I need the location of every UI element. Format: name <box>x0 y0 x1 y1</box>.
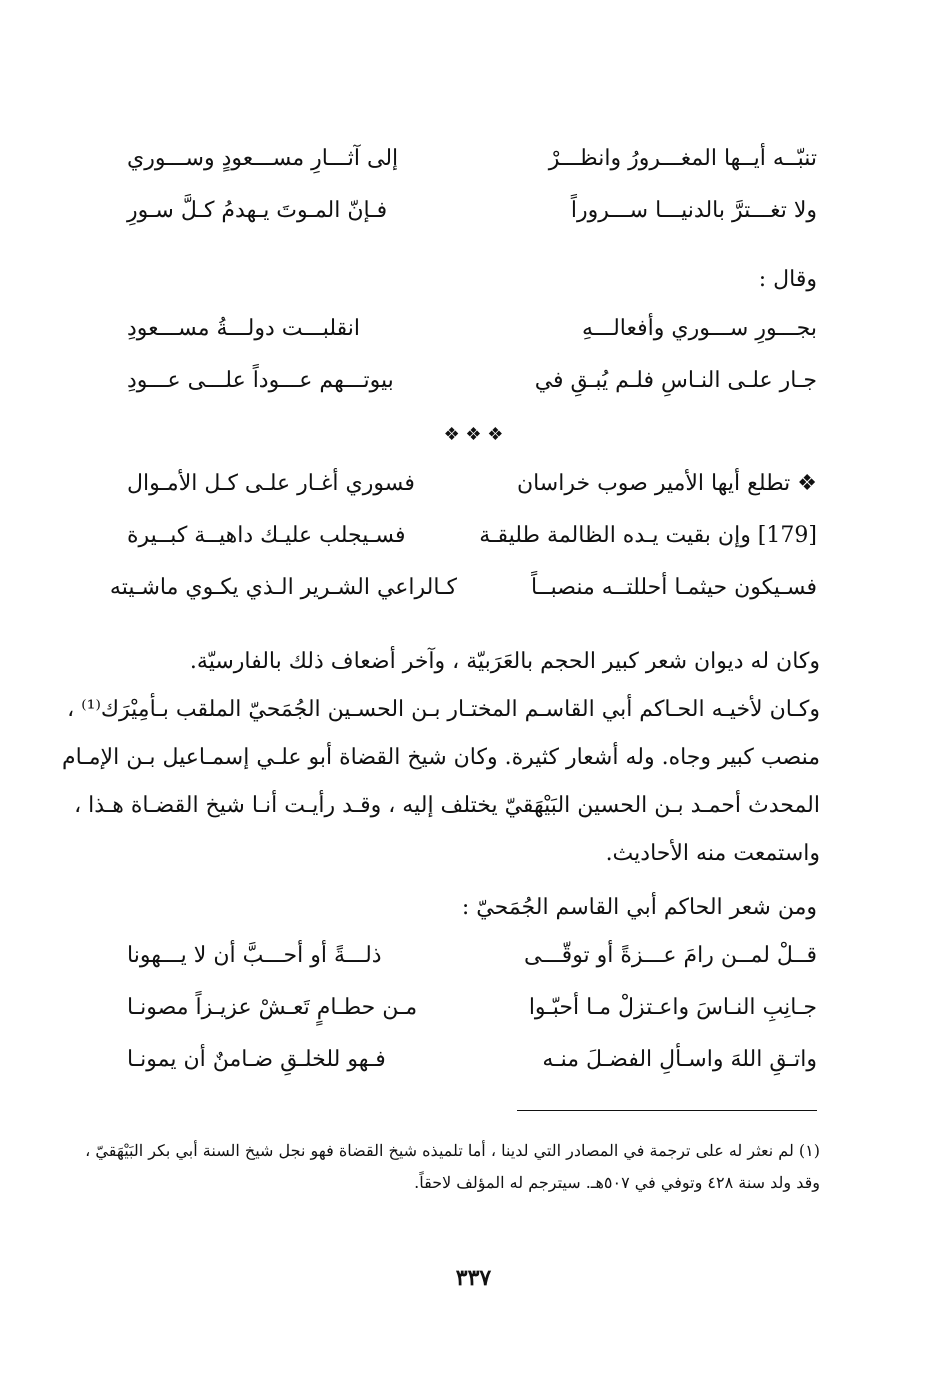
verse-line <box>127 930 817 982</box>
verse-line <box>127 458 817 510</box>
verse-line <box>127 185 817 237</box>
page-number: ٣٣٧ <box>455 1265 492 1291</box>
verse-second-hemistich: إلى آثـــارِ مســـعودٍ وســـوري <box>127 146 399 171</box>
verse-second-hemistich: فسـيجلب عليـك داهيــة كبــيرة <box>127 523 406 548</box>
verse-first-hemistich: ولا تغـــترَّ بالدنيـــا ســـروراً <box>570 198 817 223</box>
verse-introduction: ومن شعر الحاكم أبي القاسم الجُمَحيّ : <box>461 895 817 920</box>
verse-line <box>127 303 817 355</box>
verse-line <box>109 562 817 614</box>
verse-second-hemistich: فـإنّ المـوتَ يـهدمُ كـلَّ سـورِ <box>127 198 388 223</box>
verse-second-hemistich: فـهو للخلـقِ ضـامنٌ أن يمونـا <box>127 1047 386 1072</box>
verse-second-hemistich: فسوري أغـار علـى كـل الأمـوال <box>127 471 415 496</box>
verse-first-hemistich: ❖ تطلع أيها الأمير صوب خراسان <box>516 471 817 496</box>
prose-paragraphs <box>61 638 820 878</box>
verse-second-hemistich: انقلبـــت دولـــةُ مســـعودِ <box>127 316 360 341</box>
verse-line <box>127 355 817 407</box>
verse-line <box>127 510 817 562</box>
verse-first-hemistich: واتـقِ اللهَ واسـألِ الفضـلَ منـه <box>542 1047 817 1072</box>
prose-line: المحدث أحمـد بـن الحسين البَيْهَقيّ يختلف إليه ، وقـد رأيـت أنـا شيخ القضـاة هـذا ، <box>74 793 820 818</box>
poem-block-4 <box>127 930 817 1086</box>
verse-first-hemistich: جـانِبِ النـاسَ واعـتزلْ مـا أحبّـوا <box>528 995 817 1020</box>
verse-first-hemistich: تنبّــه أيــها المغـــرورُ وانظـــرْ <box>548 146 817 171</box>
verse-introduction: وقال : <box>758 267 817 292</box>
verse-second-hemistich: كـالراعي الشـرير الـذي يكـوي ماشـيته <box>109 575 457 600</box>
section-separator: ❖ ❖ ❖ <box>443 424 504 445</box>
verse-first-hemistich: بجـــورِ ســـوري وأفعالـــهِ <box>581 316 817 341</box>
verse-second-hemistich: بيوتـــهم عـــوداً علـــى عـــودِ <box>127 368 394 393</box>
verse-second-hemistich: مـن حطـامٍ تَعـشْ عزيـزاً مصونـا <box>127 995 418 1020</box>
poem-block-3 <box>109 458 817 614</box>
footnotes <box>85 1135 820 1199</box>
verse-first-hemistich: قــلْ لمــن رامَ عـــزةً أو توقّـــى <box>524 943 817 968</box>
verse-first-hemistich: [179] وإن بقيت يـده الظالمة طليقـة <box>479 523 817 548</box>
prose-line: واستمعت منه الأحاديث. <box>605 841 820 866</box>
verse-first-hemistich: فسـيكون حيثمـا أحللتــه منصبــاً <box>531 575 817 600</box>
verse-first-hemistich: جـار علـى النـاسِ فلـم يُبـقِ في <box>534 368 817 393</box>
verse-line <box>127 133 817 185</box>
prose-line: منصب كبير وجاه. وله أشعار كثيرة. وكان شيخ القضاة أبو علـي إسمـاعيل بـن الإمـام <box>61 745 820 770</box>
poem-block-1 <box>127 133 817 237</box>
verse-second-hemistich: ذلـــةً أو أحـــبَّ أن لا يـــهونا <box>127 943 382 968</box>
footnote-line: وقد ولد سنة ٤٢٨ وتوفي في ٥٠٧هـ. سيترجم له المؤلف لاحقاً. <box>414 1173 820 1192</box>
prose-line: وكان له ديوان شعر كبير الحجم بالعَرَبيّة ، وآخر أضعاف ذلك بالفارسيّة. <box>189 649 820 674</box>
footnote-divider <box>517 1110 817 1111</box>
prose-line: وكـان لأخيـه الحـاكم أبي القاسـم المختـار بـن الحسـين الجُمَحيّ الملقب بـأمِيْرَك⁽¹⁾ ، <box>67 697 820 722</box>
verse-line <box>127 982 817 1034</box>
poem-block-2 <box>127 303 817 407</box>
verse-line <box>127 1034 817 1086</box>
footnote-line: (١) لم نعثر له على ترجمة في المصادر التي لدينا ، أما تلميذه شيخ القضاة فهو نجل شيخ السنة أبي بكر البَيْهَقيّ ، <box>85 1141 820 1160</box>
